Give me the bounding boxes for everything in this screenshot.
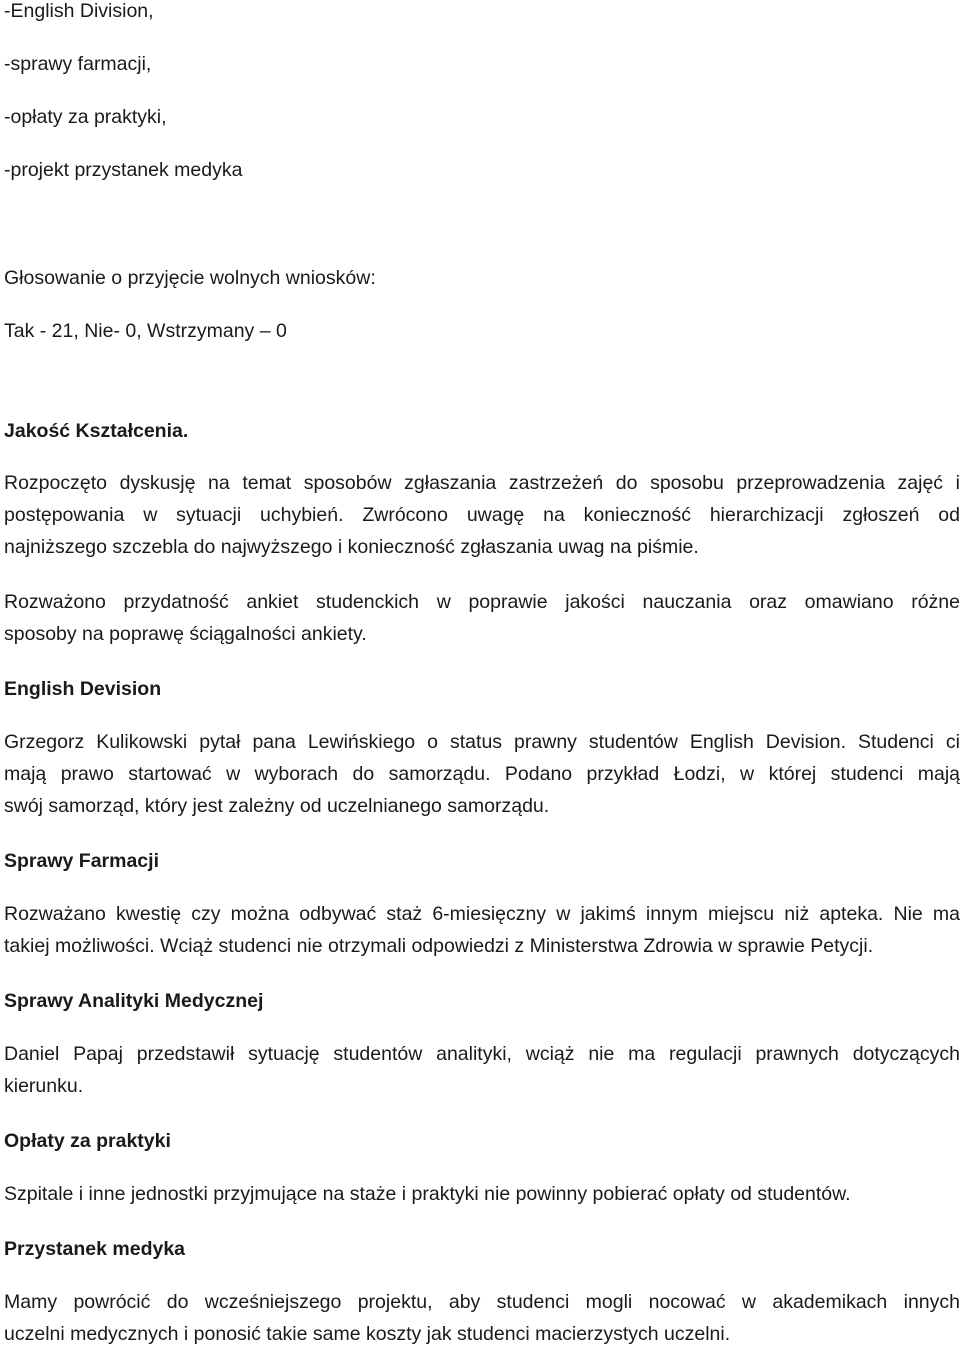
agenda-item-english-division: -English Division,: [4, 0, 154, 22]
stop-paragraph: [4, 1286, 960, 1350]
text-line: Mamy powrócić do wcześniejszego projektu, aby studenci mogli nocować w akademikach innych: [4, 1291, 960, 1313]
quality-heading: Jakość Kształcenia.: [4, 420, 189, 442]
stop-heading: Przystanek medyka: [4, 1238, 186, 1260]
text-line: Rozważano kwestię czy można odbywać staż 6-miesięczny w jakimś innym miejscu niż apteka. Nie ma: [4, 903, 960, 925]
pharmacy-paragraph: [4, 898, 960, 962]
vote-result: Tak - 21, Nie- 0, Wstrzymany – 0: [4, 320, 287, 342]
english-paragraph: [4, 726, 960, 822]
text-line: postępowania w sytuacji uchybień. Zwrócono uwagę na konieczność hierarchizacji zgłoszeń od: [4, 504, 960, 526]
analytics-paragraph: [4, 1038, 960, 1102]
english-heading: English Devision: [4, 678, 162, 700]
text-line: Grzegorz Kulikowski pytał pana Lewińskiego o status prawny studentów English Devision. Studenci ci: [4, 731, 960, 753]
agenda-item-pharmacy: -sprawy farmacji,: [4, 53, 152, 75]
text-line: mają prawo startować w wyborach do samorządu. Podano przykład Łodzi, w której studenci mają: [4, 763, 960, 785]
fees-heading: Opłaty za praktyki: [4, 1130, 171, 1152]
quality-paragraph-2: [4, 586, 960, 650]
text-line: kierunku.: [4, 1075, 84, 1097]
text-line: Rozważono przydatność ankiet studenckich w poprawie jakości nauczania oraz omawiano różne: [4, 591, 960, 613]
agenda-item-internship-fees: -opłaty za praktyki,: [4, 106, 167, 128]
text-line: Szpitale i inne jednostki przyjmujące na staże i praktyki nie powinny pobierać opłaty od studentów.: [4, 1183, 851, 1205]
vote-title: Głosowanie o przyjęcie wolnych wniosków:: [4, 267, 376, 289]
text-line: Daniel Papaj przedstawił sytuację studentów analityki, wciąż nie ma regulacji prawnych dotyczących: [4, 1043, 960, 1065]
fees-paragraph: [4, 1178, 960, 1210]
text-line: takiej możliwości. Wciąż studenci nie otrzymali odpowiedzi z Ministerstwa Zdrowia w sprawie Petycji.: [4, 935, 874, 957]
text-line: najniższego szczebla do najwyższego i konieczność zgłaszania uwag na piśmie.: [4, 536, 699, 558]
text-line: sposoby na poprawę ściągalności ankiety.: [4, 623, 367, 645]
text-line: swój samorząd, który jest zależny od uczelnianego samorządu.: [4, 795, 550, 817]
pharmacy-heading: Sprawy Farmacji: [4, 850, 159, 872]
text-line: uczelni medycznych i ponosić takie same koszty jak studenci macierzystych uczelni.: [4, 1323, 731, 1345]
agenda-item-medic-stop: -projekt przystanek medyka: [4, 159, 243, 181]
analytics-heading: Sprawy Analityki Medycznej: [4, 990, 264, 1012]
text-line: Rozpoczęto dyskusję na temat sposobów zgłaszania zastrzeżeń do sposobu przeprowadzenia zajęć i: [4, 472, 960, 494]
quality-paragraph-1: [4, 467, 960, 563]
